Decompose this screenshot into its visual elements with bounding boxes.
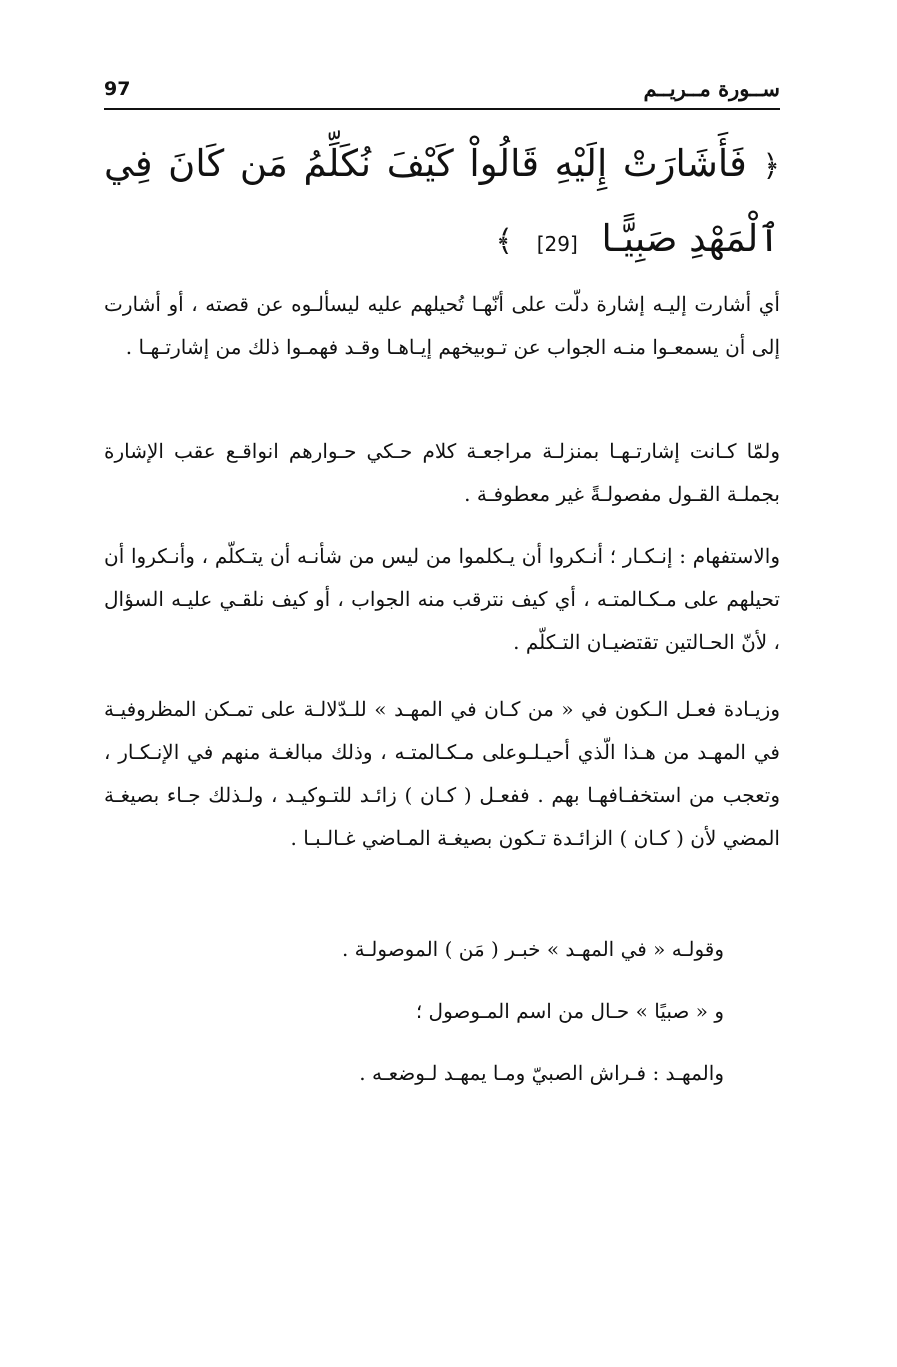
note-line: و « صبيًا » حـال من اسم المـوصول ؛ <box>415 999 724 1023</box>
notes-block <box>104 928 724 1114</box>
commentary-paragraph-4: وزيـادة فعـل الـكون في « من كـان في المهـد » للـدّلالـة على تمـكن المظروفيـة في المهـد من هـذا الّذي أحيـلـوعلى مـكـالمتـه ، وذلك مبالغـة منهم في الإنـكـار ، وتعجب من استخفـافهـا بهم . ففعـل ( كـان ) زائـد للتـوكيـد ، ولـذلك جـاء بصيغـة المضي لأن ( كـان ) الزائـدة تـكون بصيغـة المـاضي غـالـبـا . <box>104 697 780 850</box>
note-line: وقولـه « في المهـد » خبـر ( مَن ) الموصولـة . <box>341 937 724 961</box>
verse-close-bracket: ﴾ <box>495 224 513 259</box>
commentary-paragraph-2: ولمّا كـانت إشارتـهـا بمنزلـة مراجعـة كلام حـكي حـوارهم انواقـع عقب الإشارة بجملـة القـول مفصولـةً غير معطوفـة . <box>104 439 780 506</box>
page-number: 97 <box>104 78 131 100</box>
verse-number: [29] <box>536 232 578 256</box>
page-header <box>104 76 780 110</box>
quran-verse <box>104 128 780 280</box>
note-line: والمهـد : فـراش الصبيّ ومـا يمهـد لـوضعـه . <box>359 1061 724 1085</box>
verse-text: فَأَشَارَتْ إِلَيْهِ قَالُواْ كَيْفَ نُكَلِّمُ مَن كَانَ فِي ٱلْمَهْدِ صَبِيًّـا <box>104 142 780 260</box>
verse-open-bracket: ﴿ <box>762 149 781 184</box>
surah-title: ســورة مــريــم <box>643 76 780 101</box>
commentary-paragraph-3: والاستفهام : إنـكـار ؛ أنـكروا أن يـكلموا من ليس من شأنـه أن يتـكلّم ، وأنـكروا أن تحيلهم على مـكـالمتـه ، أي كيف نترقب منه الجواب ، أو كيف نلقـي عليـه السؤال ، لأنّ الحـالتين تقتضيـان التـكلّم . <box>104 544 780 654</box>
commentary-paragraph-1: أي أشارت إليـه إشارة دلّت على أنّهـا تُحيلهم عليه ليسألـوه عن قصته ، أو أشارت إلى أن يسمعـوا منـه الجواب عن تـوبيخهم إيـاهـا وقـد فهمـوا ذلك من إشارتـهـا . <box>104 292 780 359</box>
